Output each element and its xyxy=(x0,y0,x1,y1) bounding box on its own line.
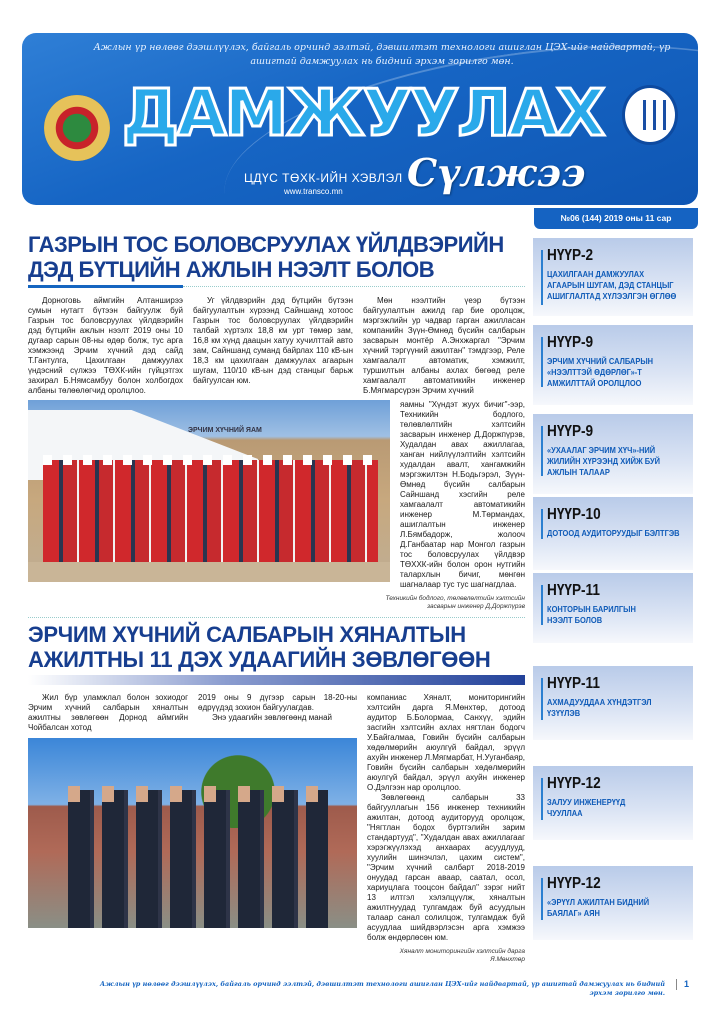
divider xyxy=(28,617,525,618)
paragraph: 2019 оны 9 дүгээр сарын 18-20-ны өдрүүдэд зохион байгуулагдав. xyxy=(198,693,357,712)
paragraph: Мөн нээлтийн үеэр бүтээн байгуулалтын ажилд гар бие оролцож, мэргэжлийн ур чадвар гарган ажилласан компанийн Зүүн-Өмнөд бүсийн салбарын засварын монтёр А.Энхжаргал "Эрчим хүчний тэргүүний ажилтан" тэмдгээр, Реле хамгаалалт автоматик, хэмжилт, туршилтын албаны ахлах бөгөөд реле хамгаалалт автоматикийн инженер Б.Мягмарсүрэн Эрчим хүчний xyxy=(363,296,525,395)
website: www.transco.mn xyxy=(284,187,343,196)
article2-col1 xyxy=(28,693,188,733)
headline-rule xyxy=(28,675,525,685)
article1-top-row xyxy=(28,296,525,396)
issue-number: №06 (144) 2019 оны 11 сар xyxy=(534,208,698,229)
publisher: ЦДҮС ТӨХК-ИЙН ХЭВЛЭЛ xyxy=(244,171,403,185)
article2-caption: Хяналт мониторингийн хэлтсийн дарга Я.Мөнхтөр xyxy=(399,948,525,963)
newspaper-title: ДАМЖУУЛАХ xyxy=(122,77,604,151)
paragraph: Зөвлөгөөнд салбарын 33 байгууллагын 156 инженер техникийн ажилтан, дотоод аудиторууд оролцож, "Нягтлан бодох бүртгэлийн зарим стандартууд", "Худалдан авах ажиллагааг хэрэгжүүлэхэд анхаарах асуудлууд, хуулийн шинэчлэл, цахим систем", "Эрчим хүчний салбарт 2018-2019 онуудад гарсан аваар, саатал, осол, хариуцлага тооцсон байдал" зэрэг нийт 13 илтгэл хэлэлцүүлж, хяналтын ажилтнуудад тулгамдаж буй асуудлын талаар санал солилцож, тулгамдаж буй асуудлаа шийдвэрлэсэн арга хэмжээ болж өндөрлөсөн юм. xyxy=(367,793,525,942)
sidebar-item[interactable] xyxy=(533,666,693,740)
sidebar-page: НҮҮР-9 xyxy=(547,423,594,440)
paragraph: Жил бүр уламжлал болон зохиодог Эрчим хүчний салбарын хяналтын ажилтны зөвлөгөөн Дорнод аймгийн Чойбалсан хотод xyxy=(28,693,188,732)
sidebar-title: КОНТОРЫН БАРИЛГЫН НЭЭЛТ БОЛОВ xyxy=(547,604,636,625)
sidebar-page: НҮҮР-11 xyxy=(547,582,600,599)
main-column xyxy=(28,232,525,964)
article1-col3a xyxy=(363,296,525,396)
sidebar-title: ДОТООД АУДИТОРУУДЫГ БЭЛТГЭВ xyxy=(547,528,680,538)
article1-bottom-row xyxy=(28,400,525,590)
state-emblem-icon xyxy=(44,95,110,161)
sidebar-page: НҮҮР-12 xyxy=(547,875,601,892)
article2-col2 xyxy=(198,693,357,723)
article2-right xyxy=(367,693,525,964)
sidebar-item[interactable] xyxy=(533,238,693,316)
article2-headline: ЭРЧИМ ХҮЧНИЙ САЛБАРЫН ХЯНАЛТЫН АЖИЛТНЫ 11 ДЭХ УДААГИЙН ЗӨВЛӨГӨӨН xyxy=(28,622,491,672)
article1-photo xyxy=(28,400,390,582)
article2-row xyxy=(28,693,525,964)
sidebar-title: ЭРЧИМ ХҮЧНИЙ САЛБАРЫН «НЭЭЛТТЭЙ ӨДӨРЛӨГ»-Т АМЖИЛТТАЙ ОРОЛЦЛОО xyxy=(547,356,654,388)
sidebar-title: ЦАХИЛГААН ДАМЖУУЛАХ АГААРЫН ШУГАМ, ДЭД СТАНЦЫГ АШИГЛАЛТАД ХҮЛЭЭЛГЭН ӨГЛӨӨ xyxy=(547,269,677,301)
sidebar-item[interactable] xyxy=(533,497,693,570)
sidebar-title: АХМАДУУДДАА ХҮНДЭТГЭЛ ҮЗҮҮЛЭВ xyxy=(547,697,652,718)
paragraph: Дорноговь аймгийн Алтанширээ сумын нутагт бүтээн байгуулж буй Газрын тос боловсруулах үйлдвэрийн дэд бүтцийн ажлын нээлт 2019 оны 10 дугаар сарын 08-ны өдөр болж, тус арга хэмжээнд Эрчим хүчний дэд сайд Т.Гантулга, Цахилгаан дамжуулах үндэсний сүлжээ ТӨХК-ийн гүйцэтгэх захирал Б.Нямсамбуу болон холбогдох албаны төлөөлөгчид оролцлоо. xyxy=(28,296,183,395)
sidebar-page: НҮҮР-11 xyxy=(547,675,600,692)
sidebar-item[interactable] xyxy=(533,573,693,643)
sidebar-page: НҮҮР-10 xyxy=(547,506,601,523)
article1-caption: Техникийн бодлого, төлөвлөлтийн хэлтсийн засварын инженер Д.Доржпүрэв xyxy=(385,595,525,610)
article1-col3b xyxy=(400,400,525,590)
masthead-slogan: Ажлын үр нөлөөг дээшлүүлэх, байгаль орчинд ээлтэй, дэвшилтэт технологи ашиглан ЦЭХ-ийг найдвартай, үр ашигтай дамжуулах нь бидний эрхэм зорилго мөн. xyxy=(93,42,671,67)
page-number: 1 xyxy=(676,979,689,990)
article1-col2 xyxy=(193,296,353,386)
article1-headline: ГАЗРЫН ТОС БОЛОВСРУУЛАХ ҮЙЛДВЭРИЙН ДЭД БҮТЦИЙН АЖЛЫН НЭЭЛТ БОЛОВ xyxy=(28,232,504,282)
sidebar-item[interactable] xyxy=(533,414,693,494)
sidebar-item[interactable] xyxy=(533,866,693,940)
sidebar-page: НҮҮР-12 xyxy=(547,775,601,792)
sidebar-title: «УХААЛАГ ЭРЧИМ ХҮЧ»-НИЙ ЖИЛИЙН ХҮРЭЭНД ХИЙЖ БУЙ АЖЛЫН ТАЛААР xyxy=(547,445,661,477)
article1-col1 xyxy=(28,296,183,396)
footer-slogan: Ажлын үр нөлөөг дээшлүүлэх, байгаль орчинд ээлтэй, дэвшилтэт технологи ашиглан ЦЭХ-ийг найдвартай, үр ашигтай дамжуулах нь бидний эрхэм зорилго мөн. xyxy=(99,980,665,997)
article2-text-row xyxy=(28,693,357,733)
photo-sign: ЭРЧИМ ХҮЧНИЙ ЯАМ xyxy=(188,427,262,434)
sidebar-item[interactable] xyxy=(533,325,693,405)
paragraph: Энэ удаагийн зөвлөгөөнд манай xyxy=(212,713,332,722)
company-logo-icon xyxy=(622,85,678,145)
headline-rule xyxy=(28,285,525,288)
article2-left xyxy=(28,693,357,928)
sidebar-page: НҮҮР-9 xyxy=(547,334,594,351)
article2-col3 xyxy=(367,693,525,943)
paragraph: яамны "Хүндэт жуух бичиг"-ээр, Техникийн бодлого, төлөвлөлтийн хэлтсийн засварын инженер Д.Доржпүрэв, Худалдан авах ажиллагаа, ханган нийлүүлэлтийн хэлтсийн худалдан авалт, хангамжийн мэргэжилтэн Н.Бодьгэрэл, Зүүн-Өмнөд бүсийн салбарын Сайншанд хэсгийн реле хамгаалалт автоматикийн инженер М.Төрмандах, ашиглалтын инженер Л.Бямбадорж, жолооч Д.Ганбаатар нар Монгол газрын тос боловсруулах үйлдвэр ТӨХХК-ийн болон орон нутгийн талархлын бичиг, мөнгөн шагналаар тус тус шагнагдлаа. xyxy=(400,400,525,589)
article2-photo xyxy=(28,738,357,928)
sidebar-title: «ЭРҮҮЛ АЖИЛТАН БИДНИЙ БАЯЛАГ» АЯН xyxy=(547,897,650,918)
sidebar-item[interactable] xyxy=(533,766,693,840)
paragraph: компаниас Хяналт, мониторингийн хэлтсийн дарга Я.Мөнхтөр, дотоод аудитор Б.Болормаа, Санхүү, эдийн засгийн хэлтсийн ахлах нягтлан бодогч У.Байгалмаа, Говийн бүсийн салбарын хөдөлмөрийн аюулгүй байдал, эрүүл ахуйн инженер Л.Мягмарбат, Н.Ууганбаяр, Говийн бүсийн салбарын хөдөлмөрийн аюулгүй байдал, эрүүл ахуйн инженер О.Дэлгээн нар оролцлоо. xyxy=(367,693,526,792)
newspaper-title-script: Сүлжээ xyxy=(407,150,586,195)
paragraph: Уг үйлдвэрийн дэд бүтцийн бүтээн байгуулалтын хүрээнд Сайншанд хотоос Газрын тос боловсруулах үйлдвэрийн талбай хүртэлх 18,8 км урт төмөр зам, 16,8 км хүнд даацын хатуу хучилттай авто зам, Сайншанд суманд байрлах 110 кВ-ын 18,3 км цахилгаан дамжуулах агаарын шугам, 110/10 кВ-ын дэд станцыг барьж байгуулсан юм. xyxy=(193,296,353,385)
sidebar-title: ЗАЛУУ ИНЖЕНЕРҮҮД ЧУУЛЛАА xyxy=(547,797,626,818)
sidebar-page: НҮҮР-2 xyxy=(547,247,594,264)
masthead xyxy=(22,33,698,205)
